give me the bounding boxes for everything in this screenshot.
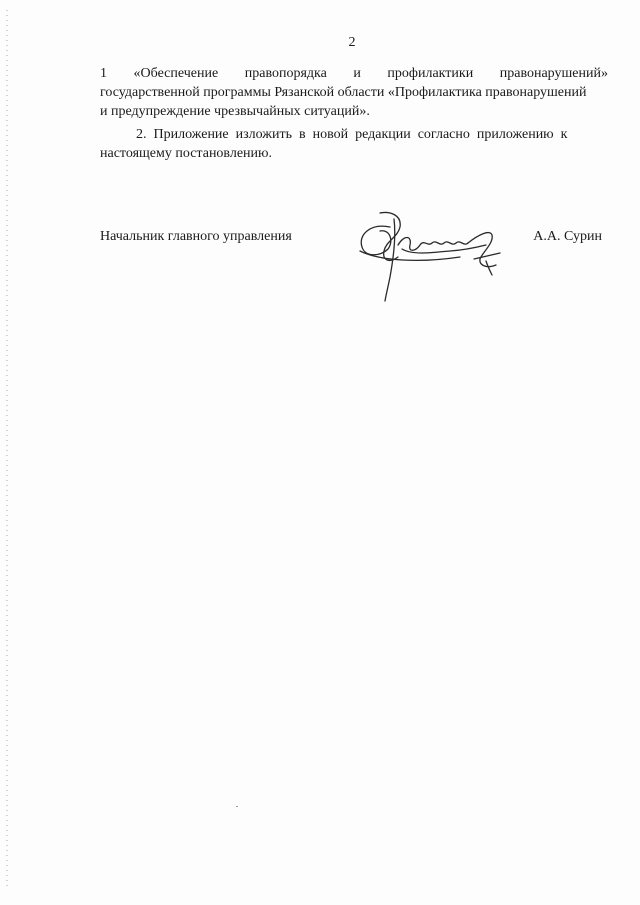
paragraph-1-line-2: государственной программы Рязанской области «Профилактика правонарушений <box>100 85 587 100</box>
page-number: 2 <box>348 35 356 50</box>
word: и <box>353 66 361 81</box>
signature-block <box>100 225 608 305</box>
signer-title: Начальник главного управления <box>100 229 292 244</box>
paragraph-1-line-3: и предупреждение чрезвычайных ситуаций». <box>100 104 370 119</box>
scan-edge-artifact <box>6 10 8 890</box>
paragraph-2-line-2: настоящему постановлению. <box>100 146 272 161</box>
word: 1 <box>100 66 107 81</box>
word: профилактики <box>387 66 474 81</box>
handwritten-signature <box>350 205 520 305</box>
word: правопорядка <box>244 66 327 81</box>
word: правонарушений» <box>499 66 608 81</box>
document-body <box>100 64 608 167</box>
paragraph-1 <box>100 64 608 121</box>
word: «Обеспечение <box>133 66 219 81</box>
paragraph-2 <box>100 125 608 163</box>
paragraph-2-line-1: 2. Приложение изложить в новой редакции согласно приложению к <box>136 127 568 142</box>
paragraph-1-line-1 <box>100 64 608 83</box>
signer-name: А.А. Сурин <box>533 229 602 244</box>
scan-speck <box>236 806 238 807</box>
